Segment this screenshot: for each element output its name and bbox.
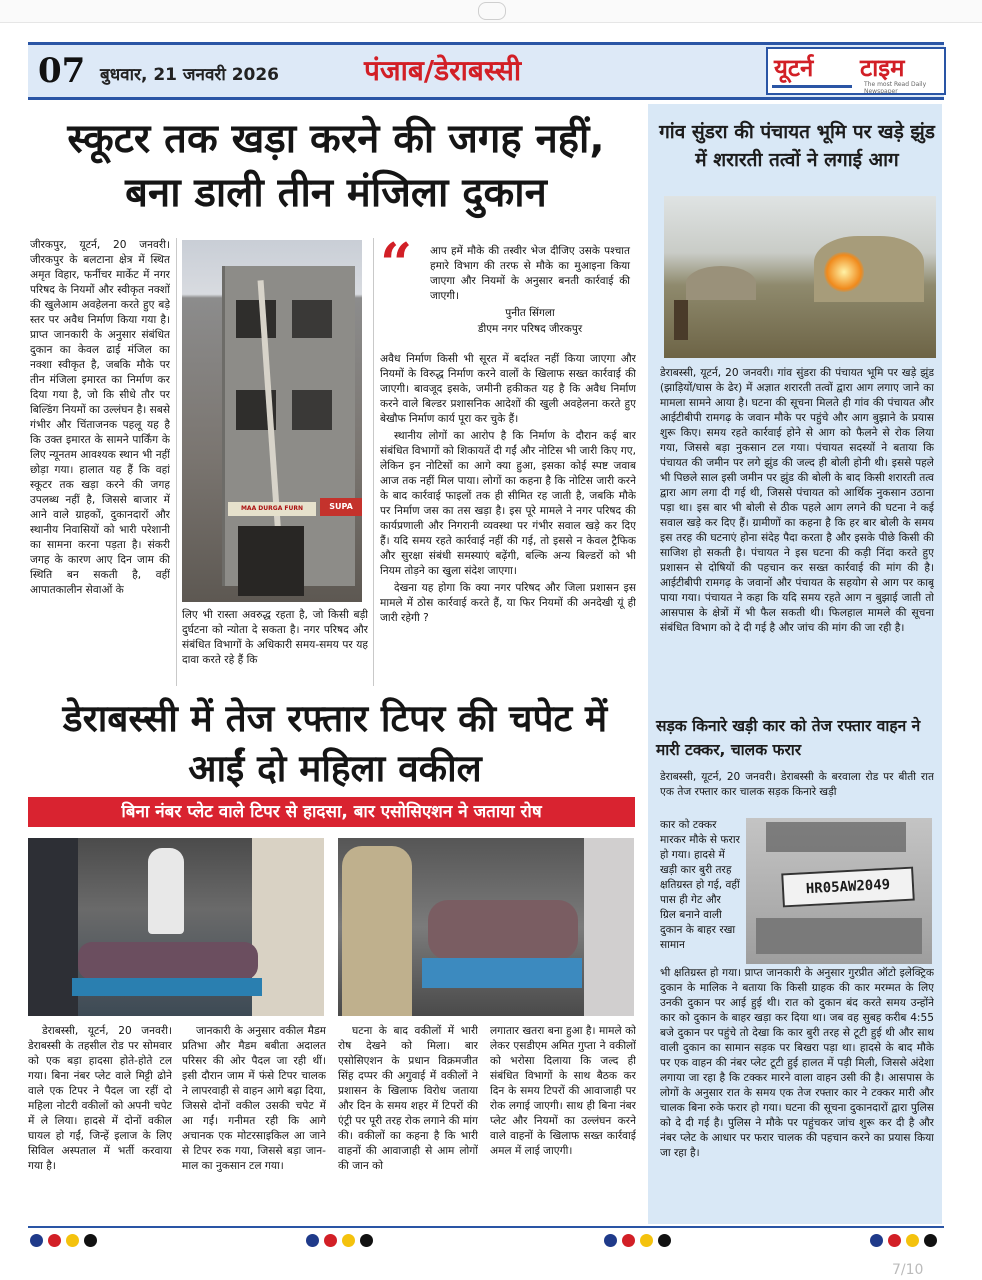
injured-lawyer-photo-2 <box>338 838 634 1016</box>
logo-text-part2: टाइम <box>860 54 905 82</box>
fire-flame <box>824 252 864 292</box>
color-dot <box>870 1234 883 1247</box>
top-strip <box>0 0 982 23</box>
shop-signboard-2: SUPA <box>320 498 362 516</box>
section-title: पंजाब/डेराबस्सी <box>364 54 522 87</box>
color-dot <box>48 1234 61 1247</box>
color-dot <box>622 1234 635 1247</box>
side-story2-intro-text: डेराबस्सी, यूटर्न, 20 जनवरी। डेराबस्सी के बरवाला रोड पर बीती रात एक तेज रफ्तार कार चालक सड़क किनारे खड़ी <box>660 771 934 798</box>
story1-headline: स्कूटर तक खड़ा करने की जगह नहीं, बना डाली तीन मंजिला दुकान <box>67 116 605 216</box>
footer-color-dots <box>30 1234 110 1248</box>
story1-col2-text: लिए भी रास्ता अवरुद्ध रहता है, जो किसी बड़ी दुर्घटना को न्योता दे सकता है। नगर परिषद और संबंधित विभागों के अधिकारी समय-समय पर यह दावा करते रहे हैं कि <box>182 609 368 666</box>
color-dot <box>604 1234 617 1247</box>
official-quote <box>380 231 638 350</box>
column-divider <box>373 238 374 686</box>
side-story2-body-text: भी क्षतिग्रस्त हो गया। प्राप्त जानकारी के अनुसार गुरप्रीत ऑटो इलेक्ट्रिक दुकान के मालिक ने बताया कि किसी ग्राहक की कार मरम्मत के लिए उनकी दुकान पर आई हुई थी। रात को दुकान बंद करते समय उन्होंने कार को दुकान के बाहर खड़ा कर दिया था। जब वह सुबह करीब 4:55 बजे दुकान पर पहुंचे तो देखा कि कार बुरी तरह से टूटी हुई थी और साथ वाली दुकान का सामान सड़क पर बिखरा पड़ा था। हादसे के बाद मौके पर एक वाहन की नंबर प्लेट टूटी हुई हालत में पड़ी मिली, जिससे अंदेशा लगाया जा रहा है कि टक्कर मारने वाला वाहन उसी की है। आसपास के लोगों के अनुसार रात के समय एक तेज रफ्तार कार ने टक्कर मारी और चालक बिना रुके फरार हो गया। घटना की सूचना दुकानदारों द्वारा पुलिस को दे दी गई है। पुलिस ने मौके पर पहुंचकर जांच शुरू कर दी है और नंबर प्लेट के आधार पर फरार चालक की पहचान करने का प्रयास किया जा रहा है। <box>660 967 934 1159</box>
quote-speaker-name: पुनीत सिंगला <box>505 307 555 319</box>
building-window <box>292 300 332 338</box>
bystander-figure <box>28 838 78 1016</box>
story1-column-3 <box>380 352 636 686</box>
shop-signboard: MAA DURGA FURN <box>228 502 316 516</box>
color-dot <box>924 1234 937 1247</box>
story1-col3-para2: स्थानीय लोगों का आरोप है कि निर्माण के दौरान कई बार संबंधित विभागों को शिकायतें दी गईं और नोटिस भी जारी किए गए, लेकिन इन नोटिसों का आगे क्या हुआ, इसका कोई स्पष्ट जवाब आज तक नहीं मिल पाया। लोगों का कहना है कि नोटिस जारी करने के बाद कार्रवाई फाइलों तक ही सीमित रह जाती है, जबकि मौके पर निर्माण जस का तस खड़ा है। इस पूरे मामले ने नगर परिषद की कार्यप्रणाली और निगरानी व्यवस्था पर गंभीर सवाल खड़े कर दिए हैं। यदि समय रहते कार्रवाई नहीं की गई, तो इससे न केवल ट्रैफिक और सुरक्षा संबंधी समस्याएं बढ़ेंगी, बल्कि अन्य बिल्डरों को भी नियम तोड़ने का खुला संदेश जाएगा। <box>380 430 636 577</box>
person-figure <box>674 300 688 340</box>
story1-column-2 <box>182 608 368 688</box>
building-photo <box>182 240 362 602</box>
broken-number-plate: HR05AW2049 <box>781 867 915 908</box>
side-story2-intro <box>660 770 934 818</box>
stretcher <box>72 978 262 996</box>
masthead <box>28 42 944 100</box>
color-dot <box>306 1234 319 1247</box>
story2-col1-text: डेराबस्सी, यूटर्न, 20 जनवरी। डेराबस्सी के तहसील रोड पर सोमवार को एक बड़ा हादसा होते-होते टल गया। बिना नंबर प्लेट वाले मिट्टी ढोने वाले एक टिपर ने पैदल जा रहीं दो महिला नोटरी वकीलों को अपनी चपेट में ले लिया। हादसे में दोनों वकील घायल हो गईं, जिन्हें इलाज के लिए सिविल अस्पताल में भर्ती करवाया गया है। <box>28 1025 172 1172</box>
road-surface <box>756 918 922 954</box>
injured-lawyer-photo-1 <box>28 838 324 1016</box>
color-dot <box>84 1234 97 1247</box>
color-dot <box>66 1234 79 1247</box>
stretcher <box>422 958 582 988</box>
side-story2-wrap <box>660 818 740 966</box>
newspaper-logo <box>766 47 946 95</box>
side-story2-headline: सड़क किनारे खड़ी कार को तेज रफ्तार वाहन ने मारी टक्कर, चालक फरार <box>656 717 921 759</box>
registration-mark-icon <box>478 2 506 20</box>
patient-on-stretcher <box>428 900 578 960</box>
color-dot <box>30 1234 43 1247</box>
side-story1-text: डेराबस्सी, यूटर्न, 20 जनवरी। गांव सुंडरा की पंचायत भूमि पर खड़े झुंड (झाड़ियों/घास के ढेर) में अज्ञात शरारती तत्वों द्वारा आग लगाए जाने का मामला सामने आया है। घटना की सूचना मिलते ही गांव की पंचायत और आईटीबीपी रामगढ़ के जवान मौके पर पहुंचे और आग बुझाने के प्रयास शुरू किए। समय रहते कार्रवाई होने से आग को फैलने से रोक लिया गया, जिससे बड़ा नुकसान टल गया। पंचायत सदस्यों ने बताया कि पंचायत की जमीन पर लगे झुंड की जल्द ही बोली होनी थी। इससे पहले भी पिछले साल इसी जमीन पर झुंड की बोली के बाद किसी शरारती तत्व द्वारा आग लगा दी गई थी, जिससे पंचायत को आर्थिक नुकसान उठाना पड़ा था। इस बार भी बोली से ठीक पहले आग लगने की घटना ने कई सवाल खड़े कर दिए हैं। ग्रामीणों का कहना है कि हर बार बोली के समय इस तरह की घटनाएं होना संदेह पैदा करता है और इसके पीछे किसी की साजिश हो सकती है। पंचायत ने इस घटना की कड़ी निंदा करते हुए प्रशासन से दोषियों की पहचान कर सख्त कार्रवाई की मांग की है। आईटीबीपी रामगढ़ के जवानों और पंचायत के सहयोग से आग पर काबू पाया गया। पंचायत ने कहा कि यदि समय रहते आग न बुझाई जाती तो आसपास के क्षेत्रों में भी फैल सकती थी। फिलहाल मामले की सूचना संबंधित विभाग को दे दी गई है और जांच की मांग की जा रही है। <box>660 367 934 634</box>
number-plate-photo <box>746 818 932 964</box>
story2-column-4 <box>490 1024 636 1222</box>
footer-color-dots <box>604 1234 684 1248</box>
story1-column-1 <box>30 238 170 686</box>
side-story2-wrap-text: कार को टक्कर मारकर मौके से फरार हो गया। हादसे में खड़ी कार बुरी तरह क्षतिग्रस्त हो गई, वहीं पास ही गेट और ग्रिल बनाने वाली दुकान के बाहर रखा सामान <box>660 819 740 951</box>
logo-accent <box>772 85 852 88</box>
side-story1-body <box>660 366 934 708</box>
smoke-haze <box>686 266 756 300</box>
color-dot <box>342 1234 355 1247</box>
footer-color-dots <box>870 1234 950 1248</box>
footer-color-dots <box>306 1234 386 1248</box>
page-number: 07 <box>38 51 86 91</box>
story1-col3-para1: अवैध निर्माण किसी भी सूरत में बर्दाश्त नहीं किया जाएगा और नियमों के विरुद्ध निर्माण करने वालों के खिलाफ सख्त कार्रवाई की जाएगी। बावजूद इसके, जमीनी हकीकत यह है कि अवैध निर्माण करने वाले बिल्डर प्रशासनिक आदेशों की खुली अवहेलना करते हुए बेखौफ निर्माण कार्य पूरा कर चुके हैं। <box>380 353 636 425</box>
story2-col3-text: घटना के बाद वकीलों में भारी रोष देखने को मिला। बार एसोसिएशन के प्रधान विक्रमजीत सिंह दप्पर की अगुवाई में वकीलों ने प्रशासन के खिलाफ विरोध जताया और दिन के समय शहर में टिपरों की एंट्री पर पूरी तरह रोक लगाने की मांग की। वकीलों का कहना है कि भारी वाहनों की आवाजाही से आम लोगों की जान को <box>338 1025 478 1172</box>
story2-column-3 <box>338 1024 478 1222</box>
building-window <box>236 300 276 338</box>
story2-column-1 <box>28 1024 172 1222</box>
column-divider <box>176 238 177 686</box>
footer-rule <box>28 1226 944 1228</box>
patient-on-stretcher <box>78 942 258 980</box>
bystander-figure <box>252 838 324 1016</box>
logo-text-part1: यूटर्न <box>774 54 814 82</box>
shop-shutter <box>238 526 304 596</box>
side-story2-body <box>660 966 934 1216</box>
color-dot <box>888 1234 901 1247</box>
story2-headline: डेराबस्सी में तेज रफ्तार टिपर की चपेट में आईं दो महिला वकील <box>62 697 608 790</box>
page-date: बुधवार, 21 जनवरी 2026 <box>100 65 280 85</box>
story2-col2-text: जानकारी के अनुसार वकील मैडम प्रतिभा और मैडम बबीता अदालत परिसर की ओर पैदल जा रही थीं। इसी दौरान जाम में फंसे टिपर चालक ने लापरवाही से वाहन आगे बढ़ा दिया, जिससे दोनों वकील उसकी चपेट में आ गईं। गनीमत रही कि आगे अचानक एक मोटरसाइकिल आ जाने से टिपर रुक गया, जिससे बड़ा जान-माल का नुकसान टल गया। <box>182 1025 326 1172</box>
story1-col1-text: जीरकपुर, यूटर्न, 20 जनवरी। जीरकपुर के बलटाना क्षेत्र में स्थित अमृत विहार, फर्नीचर मार्केट में नगर परिषद के नियमों और स्वीकृत नक्शों की खुलेआम अवहेलना करते हुए बड़े स्तर पर अवैध निर्माण किया गया है। प्राप्त जानकारी के अनुसार संबंधित दुकान का केवल ढाई मंजिल का नक्शा स्वीकृत है, जबकि मौके पर तीन मंजिला इमारत का निर्माण कर दिया गया है, जो कि सीधे तौर पर बिल्डिंग नियमों का उल्लंघन है। सबसे गंभीर और चिंताजनक पहलू यह है कि उक्त इमारत के सामने पार्किंग के लिए न्यूनतम आवश्यक स्थान भी नहीं छोड़ा गया। हालात यह हैं कि वहां स्कूटर तक खड़ा करने की जगह उपलब्ध नहीं है, जिससे बाजार में आने वाले ग्राहकों, दुकानदारों और स्थानीय निवासियों को भारी परेशानी का सामना करना पड़ता है। संकरी जगह के कारण आए दिन जाम की स्थिति बन सकती है, वहीं आपातकालीन सेवाओं के <box>30 239 170 596</box>
story2-column-2 <box>182 1024 326 1222</box>
bystander-figure <box>584 838 634 1016</box>
building-window <box>292 390 332 430</box>
color-dot <box>906 1234 919 1247</box>
color-dot <box>640 1234 653 1247</box>
quote-text: आप हमें मौके की तस्वीर भेज दीजिए उसके पश्चात हमारे विभाग की तरफ से मौके का मुआइना किया जाएगा और नियमों के अनुसार बनती कार्रवाई की जाएगी। <box>430 245 630 302</box>
story2-col4-text: लगातार खतरा बना हुआ है। मामले को लेकर एसडीएम अमित गुप्ता ने वकीलों को भरोसा दिलाया कि जल्द ही संबंधित विभागों के साथ बैठक कर दिन के समय टिपरों की आवाजाही पर रोक लगाई जाएगी। साथ ही बिना नंबर प्लेट और नियमों का उल्लंघन करने वाले वाहनों के खिलाफ सख्त कार्रवाई अमल में लाई जाएगी। <box>490 1025 636 1157</box>
story2-subheadline: बिना नंबर प्लेट वाले टिपर से हादसा, बार एसोसिएशन ने जताया रोष <box>28 797 635 827</box>
bystander-figure <box>342 846 412 1016</box>
color-dot <box>324 1234 337 1247</box>
bystander-figure <box>148 848 184 934</box>
story1-col3-para3: देखना यह होगा कि क्या नगर परिषद और जिला प्रशासन इस मामले में ठोस कार्रवाई करते हैं, या फिर नियमों की अनदेखी यूं ही जारी रहेगी ? <box>380 582 636 624</box>
grille-debris <box>766 822 906 852</box>
side-story1-headline: गांव सुंडरा की पंचायत भूमि पर खड़े झुंड में शरारती तत्वों ने लगाई आग <box>659 121 935 171</box>
quote-mark-icon: “ <box>380 231 413 297</box>
page-counter: 7/10 <box>892 1262 924 1278</box>
fire-photo <box>664 196 936 358</box>
logo-tagline: The most Read Daily Newspaper <box>864 81 927 95</box>
color-dot <box>658 1234 671 1247</box>
quote-speaker-role: डीएम नगर परिषद जीरकपुर <box>477 323 583 335</box>
color-dot <box>360 1234 373 1247</box>
